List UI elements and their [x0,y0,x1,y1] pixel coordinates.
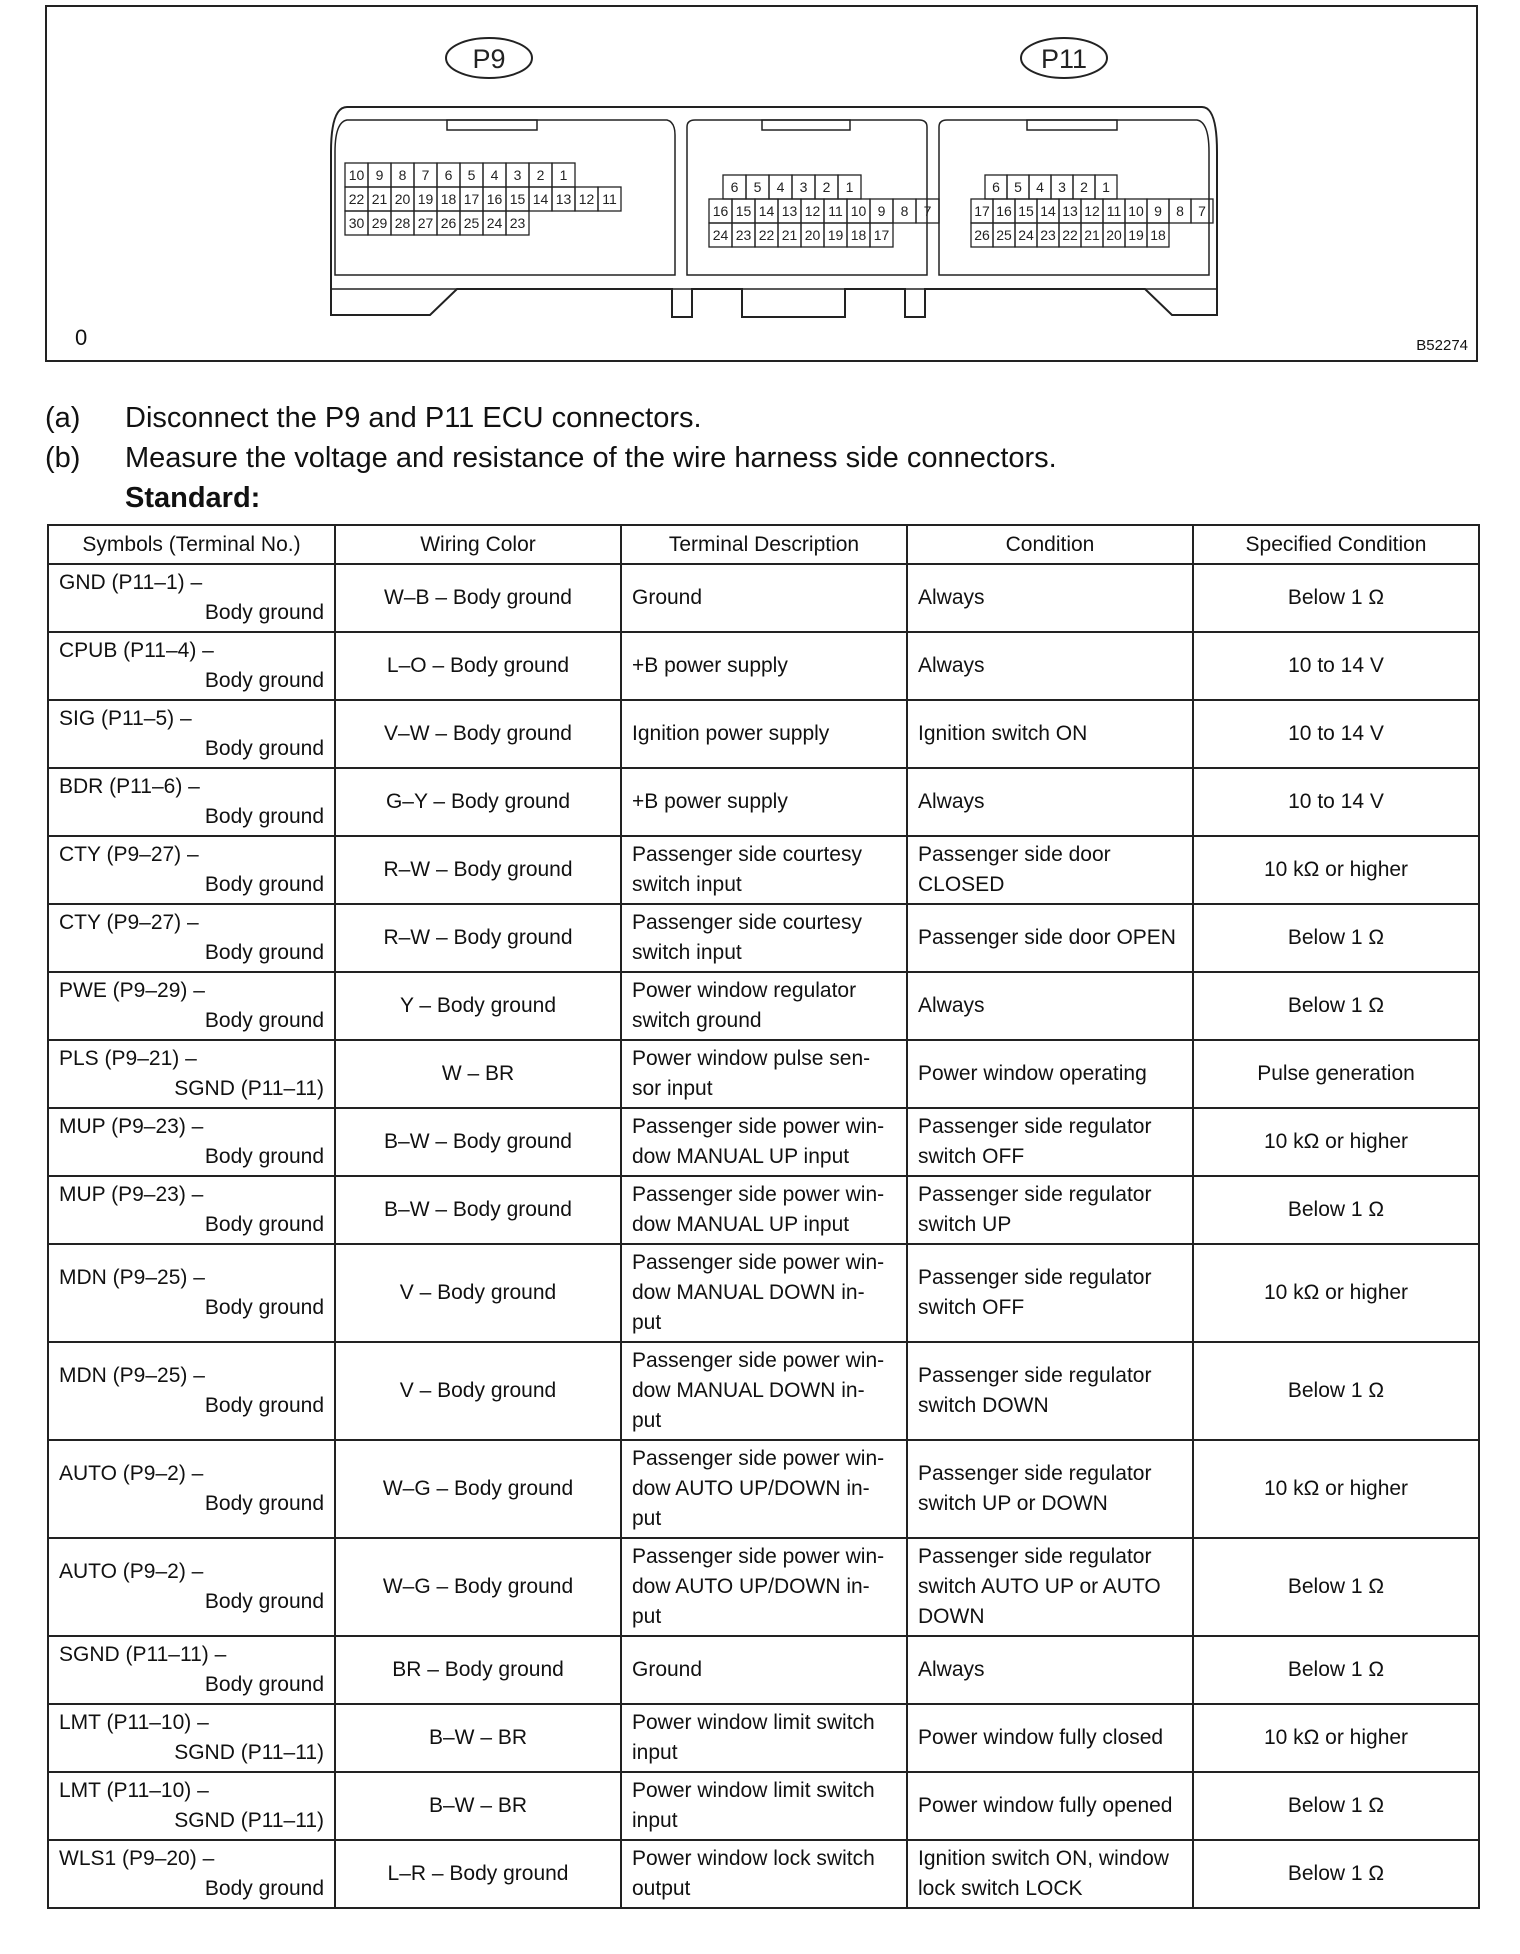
wiring-color-cell: W – BR [335,1040,621,1108]
step-text: Disconnect the P9 and P11 ECU connectors. [125,402,702,434]
terminal-number: 8 [900,203,909,219]
wiring-color-cell: G–Y – Body ground [335,768,621,836]
p11-left-terminal-grid [709,175,939,247]
terminal-description-cell: +B power supply [621,632,907,700]
specification-table [47,524,1480,1909]
symbol-reference: SGND (P11–11) [174,1809,324,1832]
terminal-description-cell: Passenger side power win- dow MANUAL DOWN in- put [621,1244,907,1342]
terminal-number: 17 [974,203,990,219]
symbol-cell [48,1108,335,1176]
symbol-terminal: MUP (P9–23) – [59,1183,204,1206]
terminal-number: 3 [799,179,808,195]
terminal-number: 7 [923,203,932,219]
terminal-number: 20 [1106,227,1122,243]
terminal-number: 19 [1128,227,1144,243]
terminal-number: 21 [1084,227,1100,243]
terminal-number: 12 [578,191,595,207]
connector-diagram [47,7,1476,360]
symbol-terminal: MUP (P9–23) – [59,1115,204,1138]
terminal-number: 15 [509,191,526,207]
terminal-number: 16 [996,203,1012,219]
terminal-number: 30 [348,215,365,231]
condition-cell: Passenger side door OPEN [907,904,1193,972]
table-row [48,700,1479,768]
terminal-number: 15 [735,203,752,219]
terminal-number: 24 [486,215,503,231]
terminal-number: 14 [1040,203,1056,219]
terminal-number: 27 [417,215,434,231]
terminal-number: 26 [974,227,990,243]
table-row [48,768,1479,836]
terminal-number: 5 [1014,179,1022,195]
symbol-terminal: AUTO (P9–2) – [59,1560,204,1583]
specified-condition-cell: 10 kΩ or higher [1193,1704,1479,1772]
table-row [48,904,1479,972]
terminal-description-cell: Power window regulator switch ground [621,972,907,1040]
terminal-number: 12 [804,203,821,219]
terminal-number: 3 [513,167,522,183]
terminal-number: 1 [1102,179,1110,195]
symbol-cell [48,1040,335,1108]
table-row [48,1108,1479,1176]
terminal-description-cell: Power window lock switch output [621,1840,907,1908]
terminal-number: 11 [1106,203,1122,219]
terminal-description-cell: Passenger side power win- dow MANUAL UP input [621,1176,907,1244]
p9-terminal-grid [345,163,621,235]
wiring-color-cell: BR – Body ground [335,1636,621,1704]
symbol-cell [48,1176,335,1244]
symbol-terminal: WLS1 (P9–20) – [59,1847,215,1870]
condition-cell: Passenger side regulator switch UP [907,1176,1193,1244]
specified-condition-cell: Below 1 Ω [1193,1772,1479,1840]
terminal-number: 21 [781,227,798,243]
specified-condition-cell: Below 1 Ω [1193,904,1479,972]
specified-condition-cell: 10 to 14 V [1193,632,1479,700]
terminal-number: 14 [758,203,775,219]
terminal-number: 13 [1062,203,1078,219]
condition-cell: Always [907,1636,1193,1704]
terminal-number: 13 [555,191,572,207]
terminal-number: 4 [1036,179,1044,195]
terminal-description-cell: Passenger side power win- dow MANUAL UP input [621,1108,907,1176]
specified-condition-cell: Below 1 Ω [1193,1840,1479,1908]
condition-cell: Power window fully opened [907,1772,1193,1840]
symbol-cell [48,564,335,632]
terminal-number: 16 [712,203,729,219]
terminal-description-cell: Ground [621,1636,907,1704]
specified-condition-cell: 10 kΩ or higher [1193,1244,1479,1342]
terminal-description-cell: Passenger side power win- dow AUTO UP/DOWN in- put [621,1440,907,1538]
symbol-cell [48,768,335,836]
wiring-color-cell: V–W – Body ground [335,700,621,768]
terminal-number: 11 [602,191,617,207]
terminal-number: 28 [394,215,411,231]
wiring-color-cell: V – Body ground [335,1244,621,1342]
condition-cell: Always [907,972,1193,1040]
table-row [48,1040,1479,1108]
table-row [48,1244,1479,1342]
wiring-color-cell: V – Body ground [335,1342,621,1440]
table-row [48,1440,1479,1538]
wiring-color-cell: R–W – Body ground [335,904,621,972]
terminal-number: 18 [850,227,867,243]
terminal-number: 2 [536,167,545,183]
symbol-terminal: BDR (P11–6) – [59,775,200,798]
symbol-terminal: PWE (P9–29) – [59,979,205,1002]
symbol-cell [48,972,335,1040]
terminal-number: 1 [559,167,568,183]
standard-heading: Standard: [125,482,261,514]
symbol-cell [48,632,335,700]
table-row [48,836,1479,904]
terminal-description-cell: +B power supply [621,768,907,836]
symbol-reference: Body ground [204,941,324,964]
step-text: Measure the voltage and resistance of the wire harness side connectors. [125,442,1057,474]
terminal-number: 25 [996,227,1012,243]
condition-cell: Always [907,564,1193,632]
symbol-reference: SGND (P11–11) [174,1741,324,1764]
terminal-number: 22 [1062,227,1078,243]
symbol-terminal: CPUB (P11–4) – [59,639,214,662]
symbol-cell [48,1440,335,1538]
symbol-reference: Body ground [204,1213,324,1236]
symbol-terminal: PLS (P9–21) – [59,1047,197,1070]
terminal-number: 18 [440,191,457,207]
symbol-reference: Body ground [204,1145,324,1168]
terminal-number: 6 [444,167,453,183]
specified-condition-cell: Below 1 Ω [1193,1636,1479,1704]
terminal-number: 23 [1040,227,1056,243]
table-row [48,972,1479,1040]
terminal-description-cell: Passenger side power win- dow MANUAL DOWN in- put [621,1342,907,1440]
terminal-number: 5 [753,179,762,195]
terminal-number: 4 [776,179,785,195]
terminal-number: 29 [371,215,388,231]
wiring-color-cell: W–G – Body ground [335,1538,621,1636]
p11-right-terminal-grid [971,175,1213,247]
figure-corner-label: 0 [75,325,88,350]
terminal-number: 17 [463,191,480,207]
symbol-reference: Body ground [204,1394,324,1417]
terminal-number: 16 [486,191,503,207]
condition-cell: Passenger side regulator switch UP or DOWN [907,1440,1193,1538]
specified-condition-cell: Below 1 Ω [1193,972,1479,1040]
symbol-terminal: MDN (P9–25) – [59,1266,205,1289]
specified-condition-cell: 10 to 14 V [1193,768,1479,836]
terminal-number: 9 [877,203,886,219]
terminal-number: 24 [1018,227,1034,243]
table-row [48,1538,1479,1636]
condition-cell: Passenger side regulator switch OFF [907,1244,1193,1342]
header-wiring-color: Wiring Color [335,525,621,564]
terminal-description-cell: Power window pulse sen- sor input [621,1040,907,1108]
table-header-row [48,525,1479,564]
symbol-reference: Body ground [204,1492,324,1515]
terminal-description-cell: Passenger side courtesy switch input [621,836,907,904]
wiring-color-cell: L–O – Body ground [335,632,621,700]
terminal-description-cell: Passenger side courtesy switch input [621,904,907,972]
terminal-number: 2 [1080,179,1088,195]
wiring-color-cell: Y – Body ground [335,972,621,1040]
terminal-description-cell: Ground [621,564,907,632]
condition-cell: Passenger side regulator switch DOWN [907,1342,1193,1440]
header-condition: Condition [907,525,1193,564]
terminal-number: 22 [758,227,775,243]
terminal-number: 26 [440,215,457,231]
wiring-color-cell: R–W – Body ground [335,836,621,904]
terminal-number: 1 [845,179,854,195]
terminal-number: 8 [1176,203,1184,219]
terminal-number: 2 [822,179,831,195]
condition-cell: Always [907,632,1193,700]
terminal-number: 8 [398,167,407,183]
terminal-number: 19 [417,191,434,207]
terminal-number: 23 [735,227,752,243]
condition-cell: Passenger side door CLOSED [907,836,1193,904]
condition-cell: Ignition switch ON, window lock switch LOCK [907,1840,1193,1908]
specified-condition-cell: 10 kΩ or higher [1193,1440,1479,1538]
symbol-reference: Body ground [204,1877,324,1900]
terminal-description-cell: Power window limit switch input [621,1704,907,1772]
terminal-number: 3 [1058,179,1066,195]
terminal-number: 10 [348,167,365,183]
condition-cell: Power window fully closed [907,1704,1193,1772]
wiring-color-cell: B–W – Body ground [335,1108,621,1176]
specified-condition-cell: Below 1 Ω [1193,1342,1479,1440]
header-terminal-description: Terminal Description [621,525,907,564]
symbol-cell [48,1840,335,1908]
terminal-number: 18 [1150,227,1166,243]
terminal-number: 24 [712,227,729,243]
symbol-terminal: LMT (P11–10) – [59,1779,209,1802]
symbol-cell [48,1704,335,1772]
wiring-color-cell: L–R – Body ground [335,1840,621,1908]
condition-cell: Passenger side regulator switch OFF [907,1108,1193,1176]
symbol-terminal: GND (P11–1) – [59,571,203,594]
terminal-description-cell: Power window limit switch input [621,1772,907,1840]
symbol-reference: Body ground [204,1590,324,1613]
terminal-description-cell: Passenger side power win- dow AUTO UP/DOWN in- put [621,1538,907,1636]
specified-condition-cell: 10 kΩ or higher [1193,836,1479,904]
table-row [48,1342,1479,1440]
terminal-number: 12 [1084,203,1100,219]
symbol-reference: SGND (P11–11) [174,1077,324,1100]
condition-cell: Power window operating [907,1040,1193,1108]
terminal-number: 11 [828,203,843,219]
table-row [48,564,1479,632]
table-row [48,632,1479,700]
terminal-number: 20 [394,191,411,207]
terminal-number: 6 [992,179,1000,195]
wiring-color-cell: B–W – BR [335,1704,621,1772]
wiring-color-cell: B–W – Body ground [335,1176,621,1244]
symbol-terminal: LMT (P11–10) – [59,1711,209,1734]
table-row [48,1636,1479,1704]
symbol-cell [48,1538,335,1636]
specified-condition-cell: Below 1 Ω [1193,1538,1479,1636]
p11-label: P11 [1040,44,1088,74]
terminal-number: 10 [850,203,867,219]
symbol-reference: Body ground [204,1296,324,1319]
table-row [48,1840,1479,1908]
terminal-number: 9 [375,167,384,183]
terminal-number: 5 [467,167,476,183]
symbol-terminal: CTY (P9–27) – [59,843,199,866]
terminal-description-cell: Ignition power supply [621,700,907,768]
specified-condition-cell: 10 kΩ or higher [1193,1108,1479,1176]
terminal-number: 6 [730,179,739,195]
condition-cell: Ignition switch ON [907,700,1193,768]
table-row [48,1176,1479,1244]
symbol-reference: Body ground [204,805,324,828]
terminal-number: 14 [532,191,549,207]
connector-figure [45,5,1478,362]
symbol-cell [48,1342,335,1440]
specified-condition-cell: 10 to 14 V [1193,700,1479,768]
wiring-color-cell: B–W – BR [335,1772,621,1840]
header-specified-condition: Specified Condition [1193,525,1479,564]
symbol-cell [48,700,335,768]
terminal-number: 17 [873,227,890,243]
terminal-number: 15 [1018,203,1034,219]
symbol-cell [48,1244,335,1342]
specified-condition-cell: Below 1 Ω [1193,564,1479,632]
symbol-terminal: AUTO (P9–2) – [59,1462,204,1485]
table-row [48,1704,1479,1772]
terminal-number: 7 [1198,203,1206,219]
symbol-reference: Body ground [204,873,324,896]
condition-cell: Always [907,768,1193,836]
header-symbols: Symbols (Terminal No.) [48,525,335,564]
specified-condition-cell: Below 1 Ω [1193,1176,1479,1244]
symbol-terminal: SIG (P11–5) – [59,707,192,730]
terminal-number: 13 [781,203,798,219]
terminal-number: 10 [1128,203,1144,219]
symbol-reference: Body ground [204,1673,324,1696]
terminal-number: 22 [348,191,365,207]
figure-code: B52274 [1416,337,1468,354]
symbol-reference: Body ground [204,737,324,760]
symbol-cell [48,904,335,972]
terminal-number: 25 [463,215,480,231]
terminal-number: 7 [421,167,430,183]
symbol-reference: Body ground [204,669,324,692]
terminal-number: 4 [490,167,499,183]
step-label: (a) [45,402,81,434]
terminal-number: 23 [509,215,526,231]
symbol-terminal: CTY (P9–27) – [59,911,199,934]
table-row [48,1772,1479,1840]
terminal-number: 9 [1154,203,1162,219]
specified-condition-cell: Pulse generation [1193,1040,1479,1108]
terminal-number: 21 [371,191,388,207]
condition-cell: Passenger side regulator switch AUTO UP or AUTO DOWN [907,1538,1193,1636]
terminal-number: 19 [827,227,844,243]
symbol-cell [48,1772,335,1840]
symbol-reference: Body ground [204,1009,324,1032]
wiring-color-cell: W–B – Body ground [335,564,621,632]
symbol-cell [48,836,335,904]
wiring-color-cell: W–G – Body ground [335,1440,621,1538]
p9-label: P9 [472,44,506,74]
symbol-reference: Body ground [204,601,324,624]
symbol-terminal: SGND (P11–11) – [59,1643,227,1666]
symbol-cell [48,1636,335,1704]
step-label: (b) [45,442,81,474]
terminal-number: 20 [804,227,821,243]
symbol-terminal: MDN (P9–25) – [59,1364,205,1387]
